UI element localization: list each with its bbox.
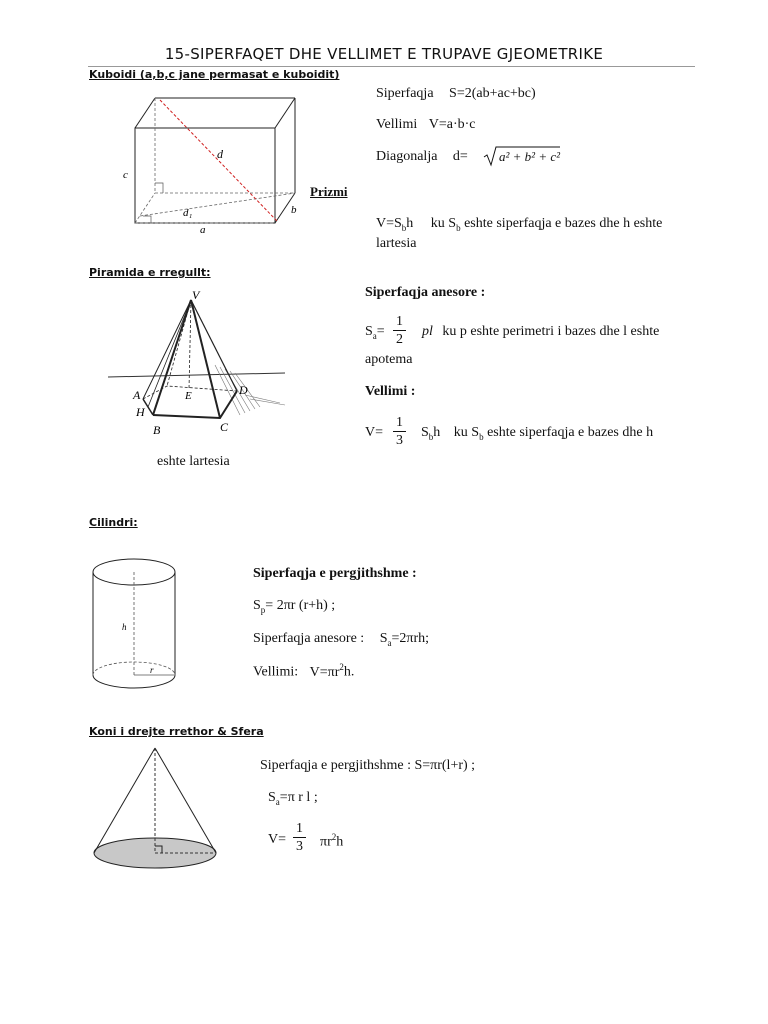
cone-volume-rhs <box>320 832 343 851</box>
cuboid-surface-label: Siperfaqja <box>376 86 434 101</box>
prism-note-sub: b <box>456 222 461 233</box>
pyramid-volume-heading: Vellimi : <box>365 384 416 399</box>
cylinder-label-r: r <box>150 665 154 675</box>
pyramid-lateral-fraction <box>393 313 406 348</box>
cylinder-volume-sup: 2 <box>339 662 344 672</box>
pyramid-label-A: A <box>133 388 141 402</box>
fraction-numerator: 1 <box>293 820 306 838</box>
cuboid-label-d: d <box>217 147 223 161</box>
cone-lateral-rhs: =π r l ; <box>279 790 318 805</box>
pyramid-volume-h: h <box>433 425 441 440</box>
pyramid-figure <box>105 285 290 440</box>
pyramid-lateral-eq: = <box>376 324 385 339</box>
cylinder-total-sub: p <box>260 604 266 615</box>
prism-volume <box>376 216 662 233</box>
cone-total <box>260 758 475 774</box>
prism-volume-h: h <box>406 216 414 231</box>
cone-lateral-S: S <box>268 790 276 805</box>
cone-volume-pre: πr <box>320 834 332 850</box>
cylinder-volume-pre: V=πr <box>309 664 340 680</box>
cone-total-label: Siperfaqja e pergjithshme : <box>260 758 411 773</box>
cuboid-surface <box>376 86 536 102</box>
cone-volume-fraction <box>293 820 306 855</box>
cone-volume-lhs: V= <box>268 832 287 847</box>
cylinder-lateral-sub: a <box>387 637 392 648</box>
pyramid-lateral-note2: apotema <box>365 352 413 367</box>
pyramid-lateral-note: ku p eshte perimetri i bazes dhe l eshte <box>442 324 660 339</box>
fraction-denominator: 3 <box>396 433 403 448</box>
cuboid-diagonal-lhs: d= <box>452 149 468 164</box>
fraction-numerator: 1 <box>393 313 406 331</box>
pyramid-label-V: V <box>192 288 200 302</box>
cylinder-lateral-label: Siperfaqja anesore : <box>253 631 365 646</box>
cuboid-volume-formula: V=a·b·c <box>428 117 476 132</box>
prism-note-line2: lartesia <box>376 236 417 251</box>
cylinder-heading: Cilindri: <box>89 516 138 529</box>
cone-lateral <box>268 790 318 807</box>
prism-note-pre: ku S <box>430 216 457 231</box>
cuboid-heading: Kuboidi (a,b,c jane permasat e kuboidit) <box>89 68 340 81</box>
pyramid-label-B: B <box>153 423 161 437</box>
cylinder-lateral-rhs: =2πrh; <box>391 631 429 646</box>
cylinder-total-S: S <box>253 598 261 613</box>
pyramid-label-E: E <box>185 390 192 402</box>
pyramid-lateral-pl: pl <box>422 324 433 339</box>
cone-volume-sup: 2 <box>331 832 337 842</box>
pyramid-volume-sub: b <box>428 431 434 442</box>
pyramid-volume-fraction <box>393 414 406 449</box>
prism-heading: Prizmi <box>310 184 348 199</box>
cuboid-label-c: c <box>123 169 128 181</box>
pyramid-lateral-sub: a <box>372 330 377 341</box>
pyramid-lateral-heading: Siperfaqja anesore : <box>365 285 486 300</box>
pyramid-volume-note-pre: ku S <box>453 425 480 440</box>
cuboid-figure <box>105 88 315 243</box>
prism-volume-lhs: V=S <box>376 216 402 231</box>
cuboid-label-b: b <box>291 204 297 216</box>
pyramid-lateral-rhs <box>422 324 659 340</box>
cylinder-total-formula <box>253 598 335 615</box>
cylinder-label-h: h <box>122 622 127 632</box>
cylinder-total-heading: Siperfaqja e pergjithshme : <box>253 566 417 581</box>
cylinder-lateral-S: S <box>379 631 388 646</box>
pyramid-label-D: D <box>239 383 248 397</box>
cylinder-volume-label: Vellimi: <box>253 664 299 680</box>
pyramid-volume-rhs <box>421 425 653 442</box>
pyramid-volume-S: S <box>421 425 429 440</box>
cone-total-formula: S=πr(l+r) ; <box>414 758 476 773</box>
cuboid-label-d1: d₁ <box>183 207 193 219</box>
cuboid-label-a: a <box>200 224 206 236</box>
fraction-denominator: 2 <box>396 332 403 347</box>
cone-figure <box>90 742 222 874</box>
cone-volume-post: h <box>336 834 344 850</box>
cone-heading: Koni i drejte rrethor & Sfera <box>89 725 264 738</box>
pyramid-volume-lhs: V= <box>365 425 384 440</box>
cuboid-diagonal-label: Diagonalja <box>376 149 438 164</box>
cylinder-volume-post: h. <box>343 664 355 680</box>
pyramid-label-C: C <box>220 420 229 434</box>
pyramid-heading: Piramida e rregullt: <box>89 266 211 279</box>
cylinder-volume <box>253 662 354 681</box>
cylinder-figure <box>88 555 183 695</box>
fraction-denominator: 3 <box>296 839 303 854</box>
cuboid-diagonal <box>376 149 468 165</box>
cylinder-lateral <box>253 631 429 648</box>
cone-lateral-sub: a <box>275 796 280 807</box>
prism-note-post: eshte siperfaqja e bazes dhe h eshte <box>460 216 663 231</box>
prism-volume-sub: b <box>401 222 407 233</box>
cylinder-total-rhs: = 2πr (r+h) ; <box>265 598 336 613</box>
cuboid-diagonal-radicand: a² + b² + c² <box>499 149 561 164</box>
fraction-numerator: 1 <box>393 414 406 432</box>
cuboid-surface-formula: S=2(ab+ac+bc) <box>449 86 536 101</box>
title-rule <box>88 66 695 67</box>
cuboid-volume <box>376 117 476 133</box>
pyramid-lateral-lhs <box>365 324 385 341</box>
cuboid-volume-label: Vellimi <box>376 117 418 132</box>
page-title: 15-SIPERFAQET DHE VELLIMET E TRUPAVE GJEOMETRIKE <box>164 45 604 63</box>
pyramid-label-H: H <box>136 405 145 419</box>
pyramid-volume-note-sub: b <box>479 431 484 442</box>
pyramid-volume-note-post: eshte siperfaqja e bazes dhe h <box>483 425 654 440</box>
pyramid-volume-note-line2: eshte lartesia <box>157 454 230 469</box>
pyramid-lateral-S: S <box>365 324 373 339</box>
